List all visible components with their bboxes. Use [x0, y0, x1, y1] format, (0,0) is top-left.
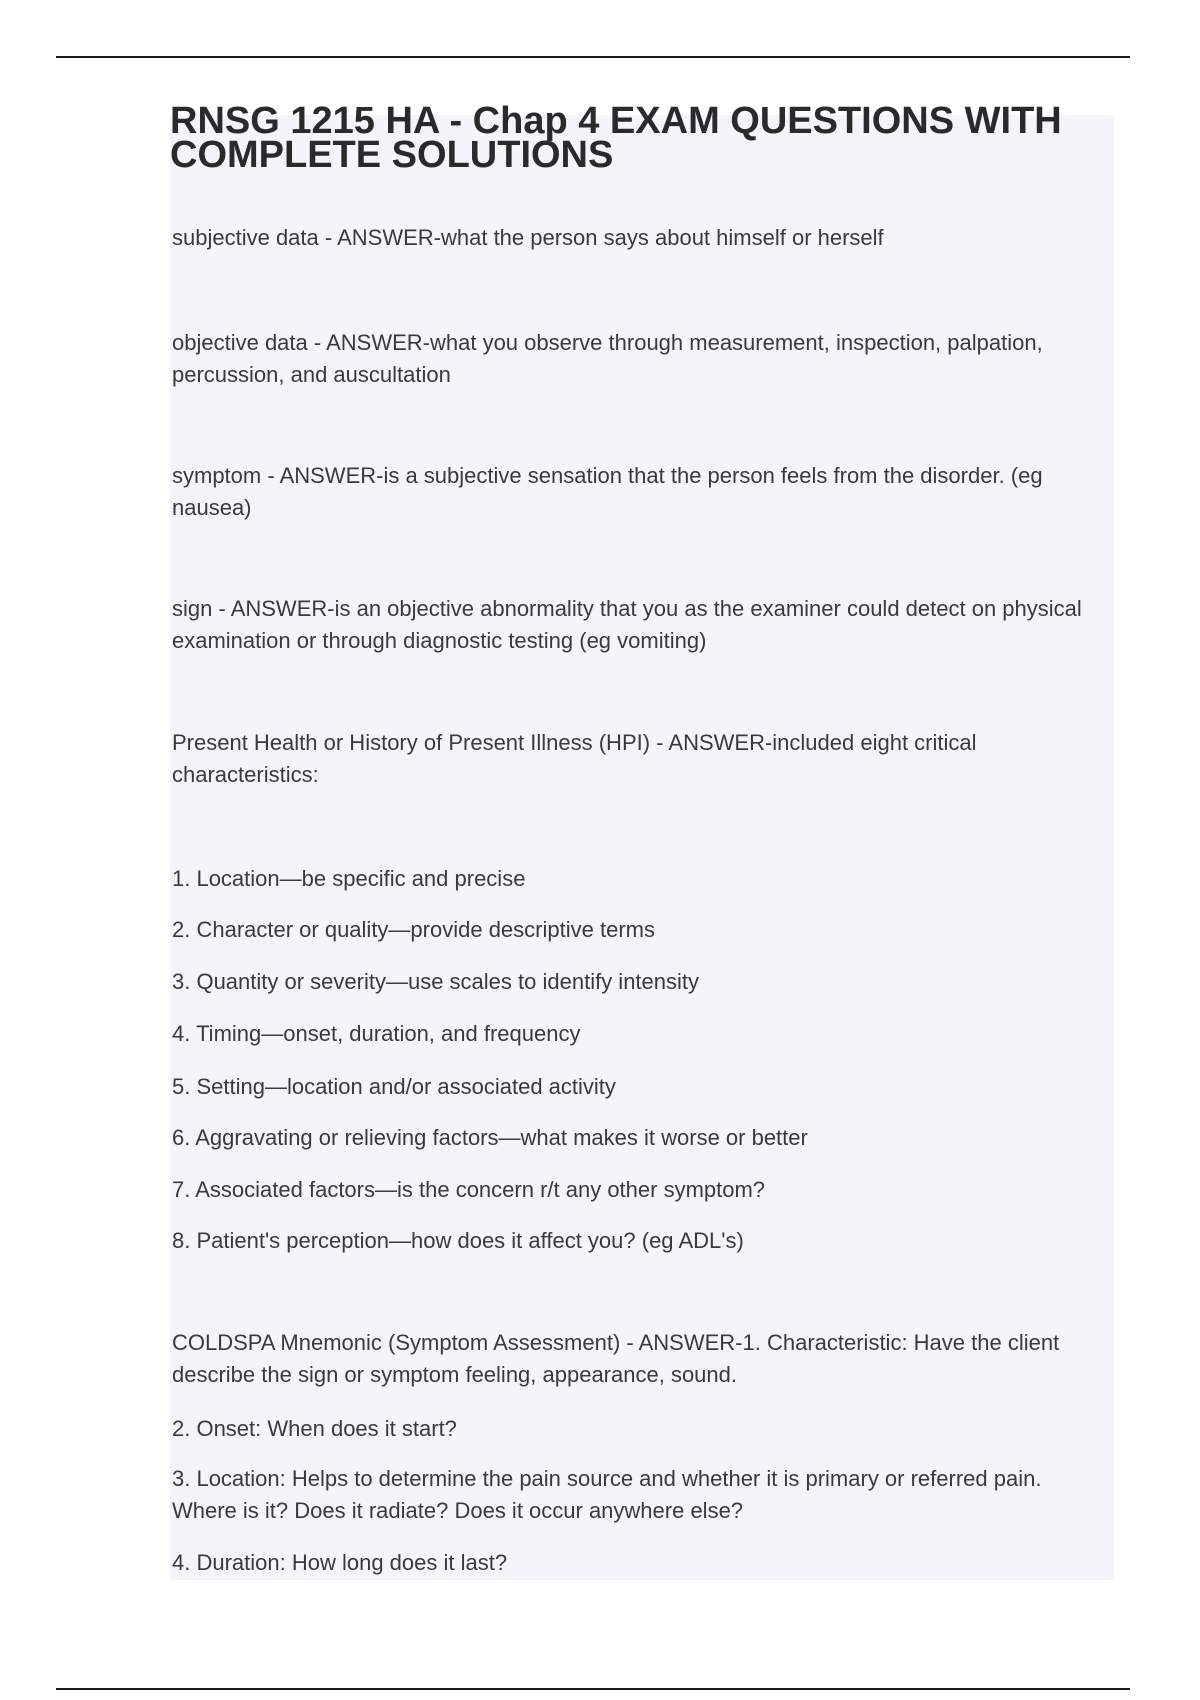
hpi-item-perception: 8. Patient's perception—how does it affect you? (eg ADL's) — [172, 1228, 744, 1253]
hpi-item-aggravating: 6. Aggravating or relieving factors—what makes it worse or better — [172, 1125, 808, 1150]
top-rule — [56, 56, 1130, 58]
hpi-item-location: 1. Location—be specific and precise — [172, 866, 526, 891]
entry-coldspa: COLDSPA Mnemonic (Symptom Assessment) - ANSWER-1. Characteristic: Have the client describe the sign or symptom feeling, appearance, sound. — [172, 1330, 1060, 1387]
coldspa-item-onset: 2. Onset: When does it start? — [172, 1416, 457, 1441]
hpi-item-setting: 5. Setting—location and/or associated activity — [172, 1074, 616, 1099]
entry-present-health: Present Health or History of Present Illness (HPI) - ANSWER-included eight critical characteristics: — [172, 730, 977, 787]
entry-symptom: symptom - ANSWER-is a subjective sensation that the person feels from the disorder. (eg nausea) — [172, 463, 1043, 520]
hpi-item-timing: 4. Timing—onset, duration, and frequency — [172, 1021, 581, 1046]
entry-sign: sign - ANSWER-is an objective abnormality that you as the examiner could detect on physical examination or through diagnostic testing (eg vomiting) — [172, 596, 1082, 653]
document-title: RNSG 1215 HA - Chap 4 EXAM QUESTIONS WITH COMPLETE SOLUTIONS — [170, 100, 1062, 176]
bottom-rule — [56, 1688, 1130, 1690]
entry-subjective-data: subjective data - ANSWER-what the person says about himself or herself — [172, 225, 884, 250]
hpi-item-associated: 7. Associated factors—is the concern r/t any other symptom? — [172, 1177, 766, 1202]
coldspa-item-location: 3. Location: Helps to determine the pain source and whether it is primary or referred pain. Where is it? Does it radiate? Does it occur anywhere else? — [172, 1466, 1042, 1523]
coldspa-item-duration: 4. Duration: How long does it last? — [172, 1550, 508, 1575]
hpi-item-character: 2. Character or quality—provide descriptive terms — [172, 917, 655, 942]
entry-objective-data: objective data - ANSWER-what you observe through measurement, inspection, palpation, percussion, and auscultation — [172, 330, 1043, 387]
hpi-item-quantity: 3. Quantity or severity—use scales to identify intensity — [172, 969, 700, 994]
